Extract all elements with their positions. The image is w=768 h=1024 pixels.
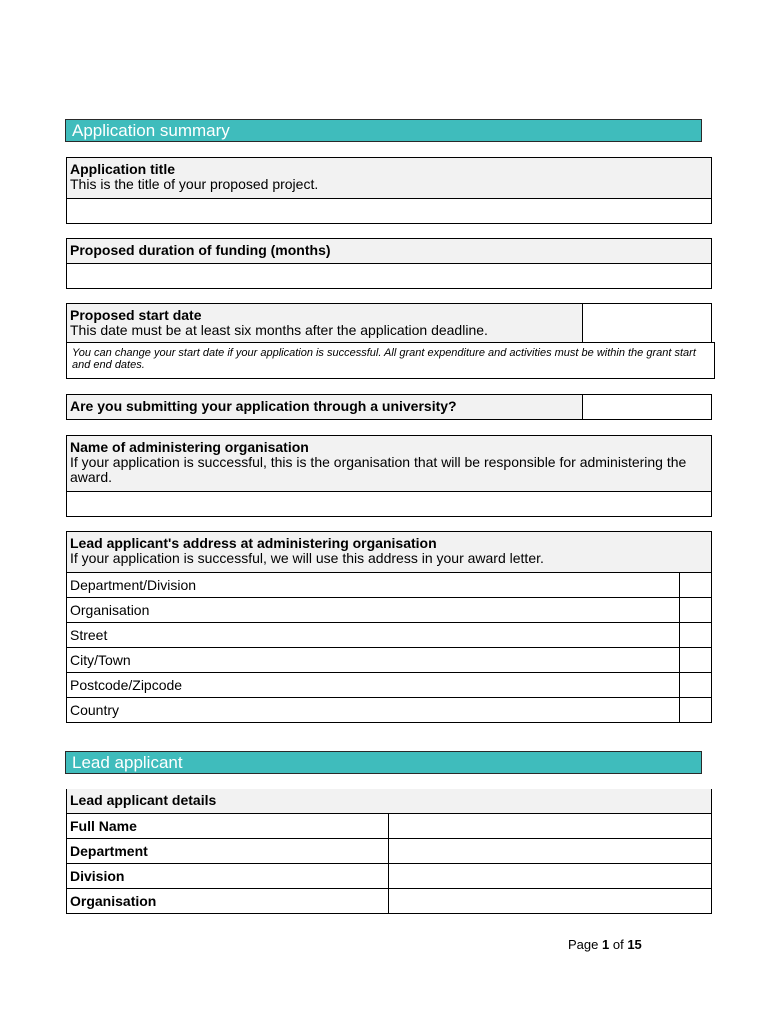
lead-details-label: Lead applicant details	[70, 792, 217, 808]
page-prefix: Page	[568, 937, 599, 952]
admin-org-description: If your application is successful, this is the organisation that will be responsible for administering the award.	[70, 454, 687, 485]
lead-details-field-input[interactable]	[389, 839, 711, 863]
lead-details-field-input[interactable]	[389, 864, 711, 888]
address-field-label: Postcode/Zipcode	[67, 673, 680, 697]
duration-value	[67, 264, 711, 268]
lead-details-block	[66, 789, 712, 914]
university-label: Are you submitting your application through a university?	[70, 398, 457, 414]
lead-details-field-label: Division	[67, 864, 389, 888]
address-block	[66, 531, 712, 723]
admin-org-field[interactable]	[67, 491, 711, 516]
address-field-label: Department/Division	[67, 573, 680, 597]
lead-details-field-label: Department	[67, 839, 389, 863]
section-heading-application-summary: Application summary	[65, 119, 702, 142]
lead-details-row-department	[67, 838, 711, 863]
address-field-label: Street	[67, 623, 680, 647]
start-date-header	[67, 304, 583, 342]
address-label: Lead applicant's address at administering organisation	[70, 535, 437, 551]
address-field-input[interactable]	[680, 698, 711, 722]
page-of: of	[612, 937, 624, 952]
address-field-input[interactable]	[680, 598, 711, 622]
duration-label: Proposed duration of funding (months)	[70, 242, 331, 258]
admin-org-block	[66, 435, 712, 517]
application-title-block	[66, 157, 712, 224]
start-date-note: You can change your start date if your application is successful. All grant expenditure and activities must be within the grant start and end dates.	[66, 342, 715, 379]
address-field-input[interactable]	[680, 648, 711, 672]
page-total: 15	[627, 937, 642, 952]
application-title-field[interactable]	[67, 198, 711, 223]
address-row-city	[67, 647, 711, 672]
start-date-description: This date must be at least six months after the application deadline.	[70, 322, 488, 338]
address-row-country	[67, 697, 711, 722]
address-description: If your application is successful, we will use this address in your award letter.	[70, 550, 544, 566]
address-row-street	[67, 622, 711, 647]
start-date-label: Proposed start date	[70, 307, 202, 323]
university-header	[67, 395, 583, 419]
application-title-header	[67, 158, 711, 198]
address-row-department	[67, 572, 711, 597]
university-block	[66, 394, 712, 420]
address-field-input[interactable]	[680, 623, 711, 647]
admin-org-header	[67, 436, 711, 491]
duration-block	[66, 238, 712, 289]
lead-details-field-input[interactable]	[389, 814, 711, 838]
admin-org-value	[67, 492, 711, 496]
lead-details-field-label: Organisation	[67, 889, 389, 913]
lead-details-header	[67, 789, 711, 813]
duration-field[interactable]	[67, 263, 711, 288]
lead-details-row-full-name	[67, 813, 711, 838]
address-row-organisation	[67, 597, 711, 622]
duration-header	[67, 239, 711, 263]
start-date-block	[66, 303, 712, 343]
address-field-input[interactable]	[680, 673, 711, 697]
lead-details-field-label: Full Name	[67, 814, 389, 838]
start-date-value	[583, 304, 711, 308]
start-date-field[interactable]	[583, 304, 711, 342]
page-current: 1	[602, 937, 610, 952]
lead-details-field-input[interactable]	[389, 889, 711, 913]
lead-details-row-organisation	[67, 888, 711, 913]
address-field-label: City/Town	[67, 648, 680, 672]
address-field-label: Organisation	[67, 598, 680, 622]
university-field[interactable]	[583, 395, 711, 419]
address-header	[67, 532, 711, 572]
admin-org-label: Name of administering organisation	[70, 439, 309, 455]
address-row-postcode	[67, 672, 711, 697]
application-title-description: This is the title of your proposed project.	[70, 176, 319, 192]
lead-details-row-division	[67, 863, 711, 888]
application-title-label: Application title	[70, 161, 175, 177]
university-value	[583, 395, 711, 399]
section-heading-lead-applicant: Lead applicant	[65, 751, 702, 774]
address-field-input[interactable]	[680, 573, 711, 597]
address-field-label: Country	[67, 698, 680, 722]
application-title-value	[67, 199, 711, 203]
page-indicator	[568, 937, 642, 952]
